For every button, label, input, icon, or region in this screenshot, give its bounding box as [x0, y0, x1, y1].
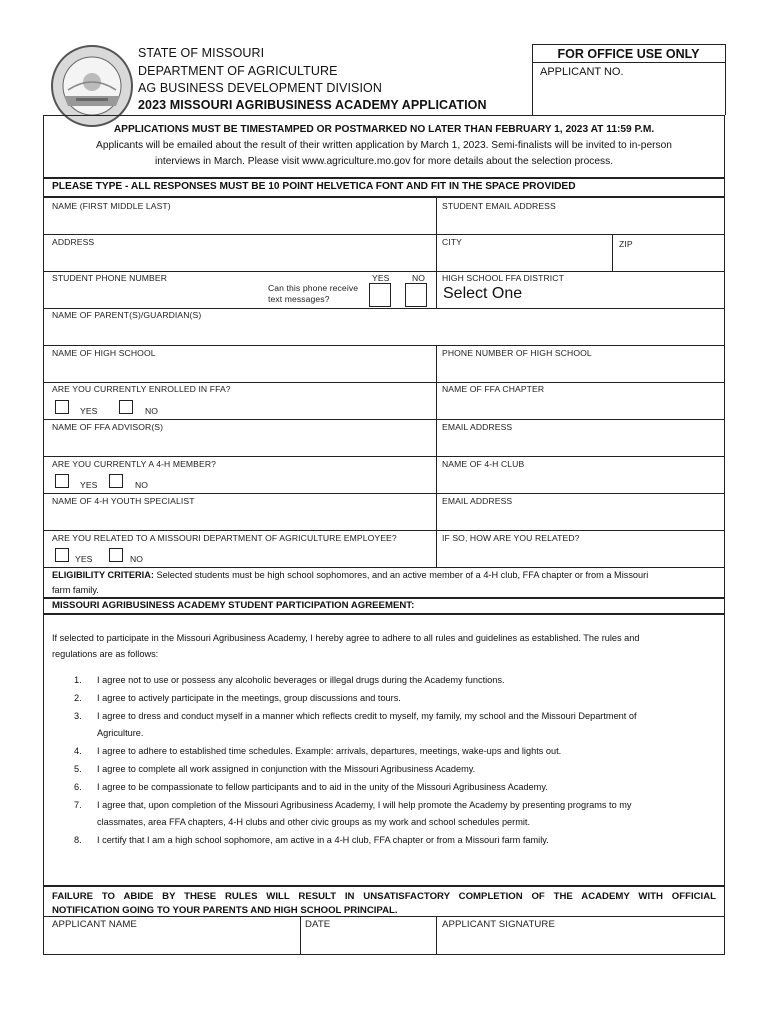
enrolled-ffa-label: ARE YOU CURRENTLY ENROLLED IN FFA? — [52, 384, 231, 394]
applicant-signature-input[interactable] — [437, 932, 724, 953]
eligibility-title: ELIGIBILITY CRITERIA: — [52, 570, 154, 580]
date-label: DATE — [305, 919, 331, 930]
address-label: ADDRESS — [52, 237, 95, 247]
city-label: CITY — [442, 237, 462, 247]
high-school-input[interactable] — [44, 360, 435, 381]
4h-no-label: NO — [135, 480, 149, 490]
eligibility-body: Selected students must be high school sophomores, and an active member of a 4-H club, FFA chapter or from a Missouri — [153, 570, 649, 580]
related-yes-checkbox[interactable] — [55, 548, 69, 562]
zip-label: ZIP — [619, 239, 633, 249]
deadline-notice: APPLICATIONS MUST BE TIMESTAMPED OR POSTMARKED NO LATER THAN FEBRUARY 1, 2023 AT 11:59 P.M. — [113, 124, 655, 135]
agreement-title: MISSOURI AGRIBUSINESS ACADEMY STUDENT PARTICIPATION AGREEMENT: — [52, 600, 415, 611]
header-state: STATE OF MISSOURI — [138, 46, 265, 60]
rule-text: I certify that I am a high school sophomore, am active in a 4-H club, FFA chapter or from a Missouri farm family. — [97, 835, 549, 845]
notice-line3: interviews in March. Please visit www.agriculture.mo.gov for more details about the selection process. — [154, 156, 614, 167]
hs-phone-input[interactable] — [437, 360, 724, 381]
ffa-district-select[interactable]: Select One — [443, 285, 523, 302]
rule-text: I agree to actively participate in the meetings, group discussions and tours. — [97, 693, 401, 703]
parent-input[interactable] — [44, 322, 724, 343]
text-question-line1: Can this phone receive — [268, 283, 359, 293]
rule-number: 2. — [74, 693, 82, 703]
text-question-line2: text messages? — [268, 294, 330, 304]
text-yes-label: YES — [372, 273, 390, 283]
header-department: DEPARTMENT OF AGRICULTURE — [138, 64, 338, 78]
youth-specialist-label: NAME OF 4-H YOUTH SPECIALIST — [52, 496, 195, 506]
eligibility-text — [52, 570, 648, 580]
ffa-advisor-input[interactable] — [44, 434, 435, 455]
ffa-yes-label: YES — [80, 406, 98, 416]
rule-text: classmates, area FFA chapters, 4-H clubs and other civic groups as my work and school schedules permit. — [97, 817, 531, 827]
failure-notice-2: NOTIFICATION GOING TO YOUR PARENTS AND HIGH SCHOOL PRINCIPAL. — [52, 905, 398, 916]
rule-number: 8. — [74, 835, 82, 845]
ffa-no-checkbox[interactable] — [119, 400, 133, 414]
ffa-chapter-input[interactable] — [437, 396, 724, 417]
agreement-intro-2: regulations are as follows: — [52, 649, 159, 659]
date-input[interactable] — [301, 932, 435, 953]
name-label: NAME (FIRST MIDDLE LAST) — [52, 201, 171, 211]
ffa-chapter-label: NAME OF FFA CHAPTER — [442, 384, 545, 394]
related-no-checkbox[interactable] — [109, 548, 123, 562]
applicant-name-input[interactable] — [44, 932, 299, 953]
notice-line2: Applicants will be emailed about the result of their written application by March 1, 2023. Semi-finalists will be invited to in-person — [96, 140, 672, 151]
rule-text: I agree that, upon completion of the Missouri Agribusiness Academy, I will help promote the Academy by presenting programs to my — [97, 800, 632, 810]
4h-yes-checkbox[interactable] — [55, 474, 69, 488]
specialist-email-input[interactable] — [437, 508, 724, 529]
ffa-district-label: HIGH SCHOOL FFA DISTRICT — [442, 273, 564, 283]
rule-number: 4. — [74, 746, 82, 756]
high-school-label: NAME OF HIGH SCHOOL — [52, 348, 156, 358]
club-4h-label: NAME OF 4-H CLUB — [442, 459, 525, 469]
youth-specialist-input[interactable] — [44, 508, 435, 529]
rule-text: I agree to complete all work assigned in conjunction with the Missouri Agribusiness Academy. — [97, 764, 476, 774]
header-title: 2023 MISSOURI AGRIBUSINESS ACADEMY APPLICATION — [138, 98, 487, 112]
club-4h-input[interactable] — [437, 470, 724, 491]
student-phone-input[interactable] — [44, 285, 259, 305]
student-email-input[interactable] — [437, 212, 724, 233]
related-no-label: NO — [130, 554, 144, 564]
text-yes-checkbox[interactable] — [369, 283, 391, 307]
related-yes-label: YES — [75, 554, 93, 564]
member-4h-label: ARE YOU CURRENTLY A 4-H MEMBER? — [52, 459, 217, 469]
rule-text: I agree not to use or possess any alcoholic beverages or illegal drugs during the Academy functions. — [97, 675, 505, 685]
city-input[interactable] — [437, 249, 611, 270]
rule-number: 7. — [74, 800, 82, 810]
ffa-no-label: NO — [145, 406, 159, 416]
rule-text: I agree to be compassionate to fellow participants and to aid in the unity of the Missouri Agribusiness Academy. — [97, 782, 548, 792]
type-notice: PLEASE TYPE - ALL RESPONSES MUST BE 10 POINT HELVETICA FONT AND FIT IN THE SPACE PROVIDED — [52, 181, 576, 192]
4h-no-checkbox[interactable] — [109, 474, 123, 488]
text-no-label: NO — [412, 273, 426, 283]
rule-number: 6. — [74, 782, 82, 792]
hs-phone-label: PHONE NUMBER OF HIGH SCHOOL — [442, 348, 592, 358]
address-input[interactable] — [44, 249, 435, 270]
advisor-email-input[interactable] — [437, 434, 724, 455]
advisor-email-label: EMAIL ADDRESS — [442, 422, 513, 432]
applicant-name-label: APPLICANT NAME — [52, 919, 137, 930]
header-division: AG BUSINESS DEVELOPMENT DIVISION — [138, 81, 383, 95]
failure-notice-1: FAILURE TO ABIDE BY THESE RULES WILL RESULT IN UNSATISFACTORY COMPLETION OF THE ACADEMY WITH OFFICIAL — [52, 891, 716, 902]
rule-number: 5. — [74, 764, 82, 774]
specialist-email-label: EMAIL ADDRESS — [442, 496, 513, 506]
student-phone-label: STUDENT PHONE NUMBER — [52, 273, 168, 283]
rule-text: I agree to adhere to established time schedules. Example: arrivals, departures, meetings, wake-ups and lights out. — [97, 746, 562, 756]
related-label: ARE YOU RELATED TO A MISSOURI DEPARTMENT OF AGRICULTURE EMPLOYEE? — [52, 533, 397, 543]
office-use-title: FOR OFFICE USE ONLY — [557, 47, 700, 61]
rule-number: 1. — [74, 675, 82, 685]
student-email-label: STUDENT EMAIL ADDRESS — [442, 201, 556, 211]
eligibility-text-2: farm family. — [52, 585, 99, 595]
4h-yes-label: YES — [80, 480, 98, 490]
how-related-label: IF SO, HOW ARE YOU RELATED? — [442, 533, 580, 543]
ffa-advisor-label: NAME OF FFA ADVISOR(S) — [52, 422, 164, 432]
rule-number: 3. — [74, 711, 82, 721]
applicant-signature-label: APPLICANT SIGNATURE — [442, 919, 555, 930]
ffa-yes-checkbox[interactable] — [55, 400, 69, 414]
applicant-no-label: APPLICANT NO. — [540, 66, 624, 78]
rule-text: Agriculture. — [97, 728, 144, 738]
rule-text: I agree to dress and conduct myself in a manner which reflects credit to myself, my family, my school and the Missouri Department of — [97, 711, 637, 721]
text-no-checkbox[interactable] — [405, 283, 427, 307]
parent-label: NAME OF PARENT(S)/GUARDIAN(S) — [52, 310, 202, 320]
name-input[interactable] — [44, 212, 435, 233]
agreement-intro-1: If selected to participate in the Missouri Agribusiness Academy, I hereby agree to adhere to all rules and guidelines as established. The rules and — [52, 633, 640, 643]
zip-input[interactable] — [613, 249, 724, 270]
how-related-input[interactable] — [437, 545, 724, 566]
